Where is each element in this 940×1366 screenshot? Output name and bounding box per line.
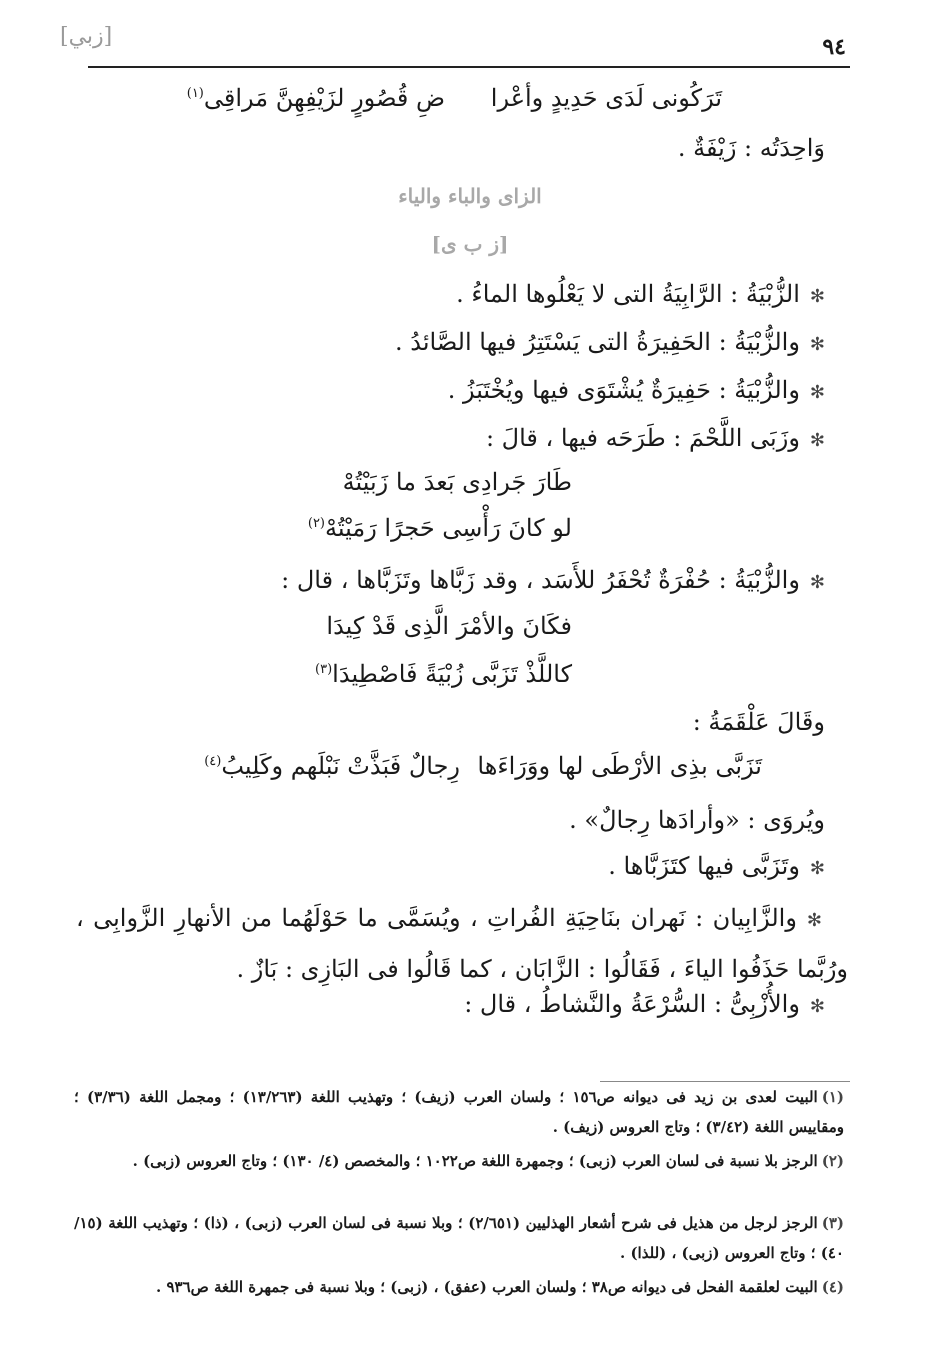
entry-7-text: والأُزْبِىُّ : السُّرْعَةُ والنَّشاطُ ، قال : [464, 990, 800, 1018]
footnote-2-number: (٢) [821, 1152, 844, 1170]
footnote-ref-1: (١) [186, 86, 204, 101]
entry-2 [395, 328, 825, 356]
entry-5-text: والزُّبْيَةُ : حُفْرَةٌ تُحْفَرُ للأَسَد ، وقد زَبَّاها وتَزَبَّاها ، قال : [281, 566, 800, 594]
entry-5 [281, 566, 825, 594]
header-rule [88, 66, 850, 68]
footnote-2 [74, 1146, 844, 1176]
asterisk-icon: ✻ [809, 858, 825, 879]
verse1-left-text: ضِ قُصُورٍ لزَيْفِهِنَّ مَراقِى [203, 84, 445, 112]
rajaz2-line2-text: كاللَّذْ تَزَبَّى زُبْيَةً فَاصْطِيدَا [332, 660, 572, 688]
entry-1 [456, 280, 825, 308]
footnote-3-text: الرجز لرجل من هذيل فى شرح أشعار الهذليين (٢/٦٥١) ؛ وبلا نسبة فى لسان العرب (زبى) ، (ذا) ؛ وتهذيب اللغة (١٥/ ٤٠) ؛ وتاج العروس (زبى) ، (للذا) . [74, 1214, 844, 1262]
verse2-left-text: رِجالٌ فَبَذَّتْ نَبْلَهم وكَلِيبُ [221, 752, 460, 780]
entry-2-text: والزُّبْيَةُ : الحَفِيرَةُ التى يَسْتَتِرُ فيها الصَّائدُ . [395, 328, 800, 356]
entry-3-text: والزُّبْيَةُ : حَفِيرَةٌ يُشْتَوَى فيها ويُخْتَبَزُ . [447, 376, 800, 404]
asterisk-icon: ✻ [809, 996, 825, 1017]
footnote-4-number: (٤) [821, 1278, 844, 1296]
footnote-ref-3: (٣) [315, 662, 333, 677]
rajaz1-line2 [308, 514, 572, 542]
asterisk-icon: ✻ [809, 382, 825, 403]
entry-4-text: وزَبَى اللَّحْمَ : طَرَحَه فيها ، قالَ : [485, 424, 800, 452]
entry-7 [464, 990, 825, 1018]
entry-4 [486, 424, 825, 452]
section-title: الزاى والباء والياء [398, 184, 542, 208]
rajaz1-line2-text: لو كانَ رَأْسِى حَجرًا رَمَيْتُهْ [325, 514, 572, 542]
zabiyan-paragraph [76, 894, 848, 993]
footnote-ref-2: (٢) [307, 516, 325, 531]
footnote-3 [74, 1208, 844, 1268]
asterisk-icon: ✻ [809, 286, 825, 307]
asterisk-icon: ✻ [809, 334, 825, 355]
page-number: ٩٤ [822, 34, 846, 60]
asterisk-icon: ✻ [809, 572, 825, 593]
footnote-1-number: (١) [821, 1088, 844, 1106]
verse2-first-hemistich: تَزَبَّى بذِى الأرْطَى لها ووَرَاءَها [477, 752, 762, 780]
footnote-2-text: الرجز بلا نسبة فى لسان العرب (زبى) ؛ وجمهرة اللغة ص١٠٢٢ ؛ والمخصص (٤/ ١٣٠) ؛ وتاج العروس (زبى) . [132, 1152, 818, 1170]
footnote-1 [74, 1082, 844, 1142]
rajaz1-line1: طَارَ جَرادِى بَعدَ ما زَبَيْتُهْ [342, 468, 572, 496]
rajaz2-line2 [315, 660, 572, 688]
zabiyan-text: والزَّابِيان : نَهران بنَاحِيَةِ الفُراتِ ، ويُسَمَّى ما حَوْلَهُما من الأنهارِ الزَّوابِى ، ورُبَّما حَذَفُوا الياءَ ، فَقَالُوا : الزَّابَان ، كما قَالُوا فى البَازِى : بَازٌ . [76, 904, 848, 983]
footnote-4-text: البيت لعلقمة الفحل فى ديوانه ص٣٨ ؛ ولسان العرب (عفق) ، (زبى) ؛ وبلا نسبة فى جمهرة اللغة ص٩٣٦ . [156, 1278, 818, 1296]
entry-6-text: وتَزَبَّى فيها كتَزَبَّاها . [608, 852, 800, 880]
footnote-4 [74, 1272, 844, 1302]
yurwa-line: ويُروَى : «وأرادَها رِجالٌ» . [569, 806, 825, 834]
verse1-second-hemistich [187, 84, 445, 112]
running-title: [زبي] [60, 24, 113, 49]
verse1-first-hemistich [491, 84, 722, 112]
verse1-right-text: تَرَكُونى لَدَى حَدِيدٍ وأعْرا [490, 84, 722, 112]
asterisk-icon: ✻ [806, 910, 822, 931]
entry-3 [448, 376, 825, 404]
footnote-ref-4: (٤) [204, 754, 222, 769]
footnote-1-text: البيت لعدى بن زيد فى ديوانه ص١٥٦ ؛ ولسان العرب (زيف) ؛ وتهذيب اللغة (١٣/٢٦٣) ؛ ومجمل اللغة (٣/٣٦) ؛ ومقاييس اللغة (٣/٤٢) ؛ وتاج العروس (زيف) . [74, 1088, 844, 1136]
alqama-intro: وقَالَ عَلْقَمَةُ : [692, 708, 825, 736]
entry-6 [608, 852, 825, 880]
entry-1-text: الزُّبْيَةُ : الرَّابِيَةُ التى لا يَعْلُوها الماءُ . [456, 280, 800, 308]
verse2-second-hemistich [204, 752, 460, 780]
footnote-3-number: (٣) [821, 1214, 844, 1232]
asterisk-icon: ✻ [809, 430, 825, 451]
section-subtitle: [ز ب ى] [431, 232, 509, 256]
line-wahidatuhu: وَاحِدَتُه : زَيْفَةٌ . [677, 134, 825, 162]
rajaz2-line1: فكَانَ والأمْرَ الَّذِى قَدْ كِيدَا [326, 612, 572, 640]
